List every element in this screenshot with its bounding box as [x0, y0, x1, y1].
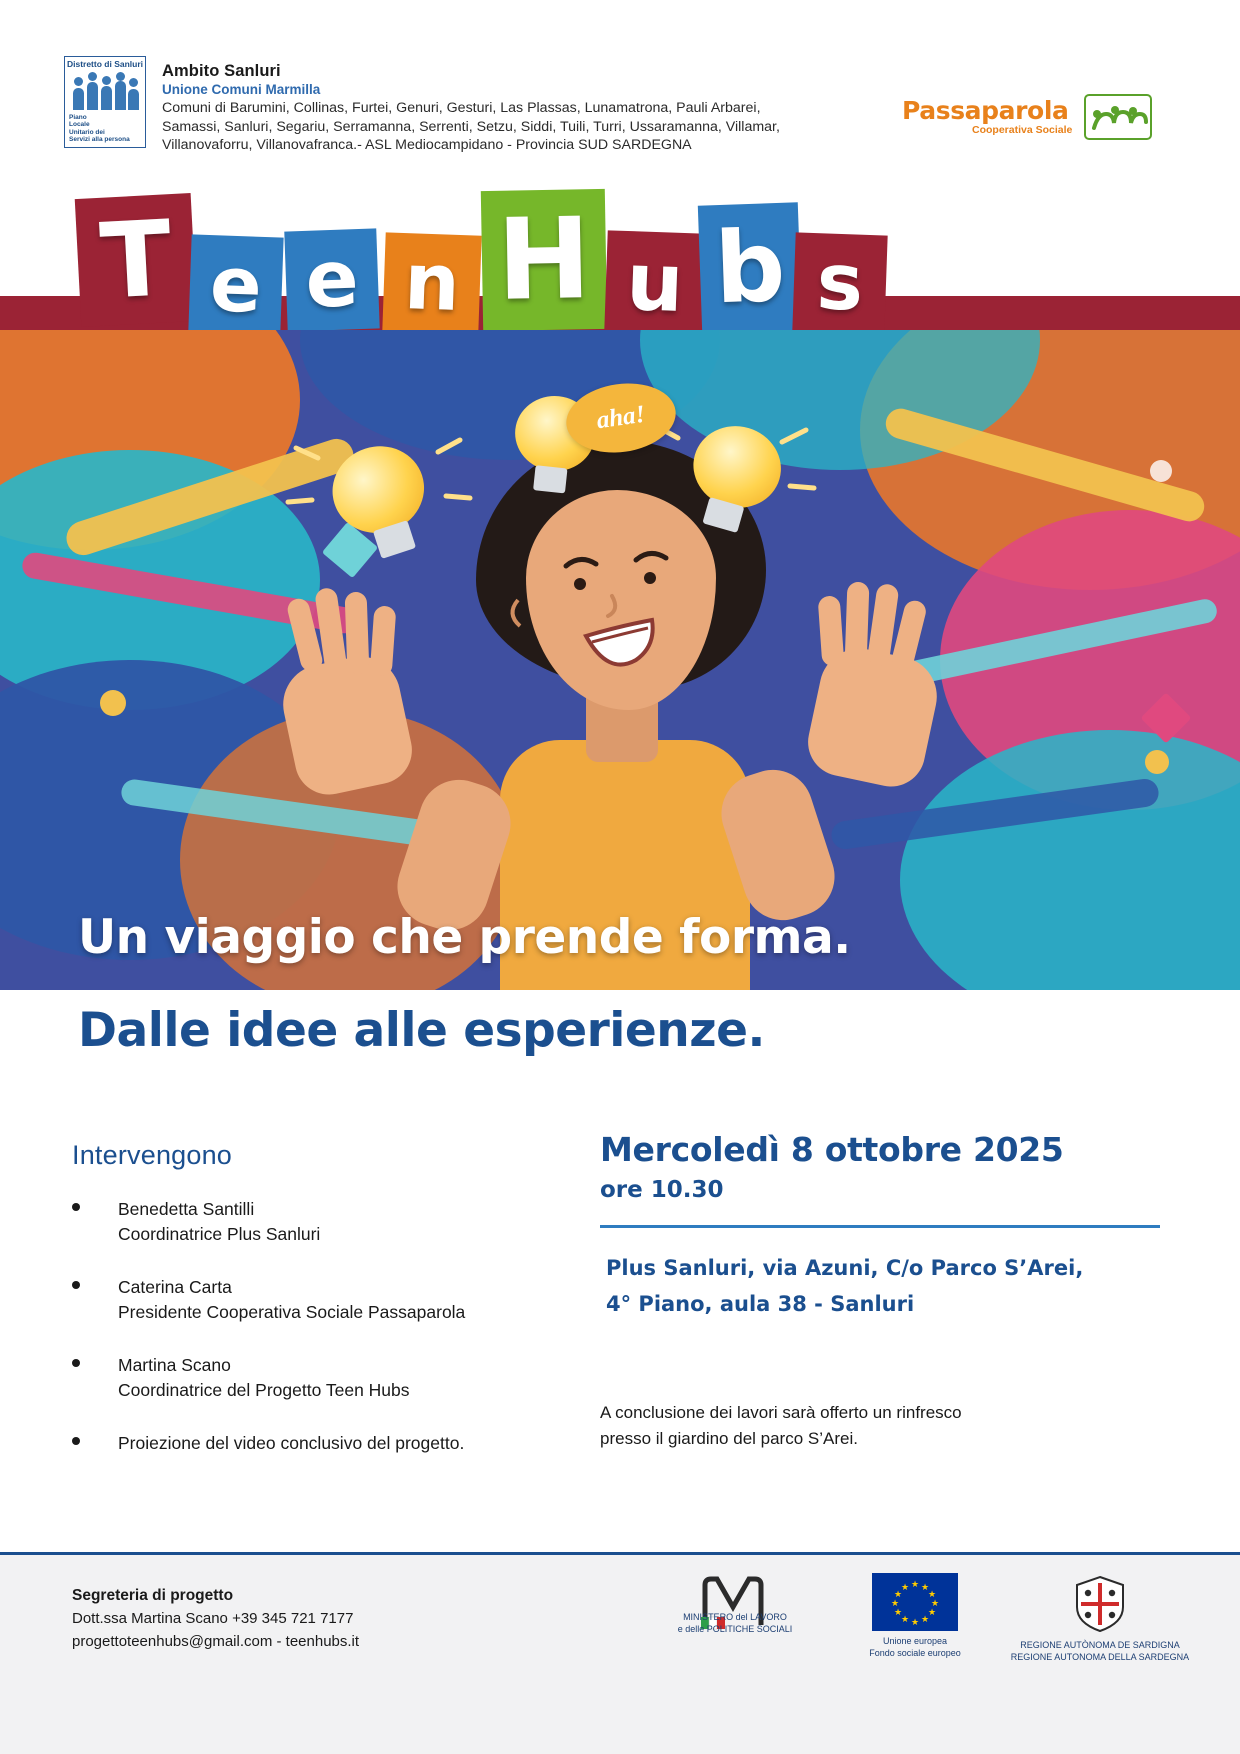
bullet-icon	[72, 1437, 80, 1445]
event-venue-line-2: 4° Piano, aula 38 - Sanluri	[606, 1292, 915, 1316]
divider	[600, 1225, 1160, 1228]
logo-word-1: Piano	[69, 114, 87, 121]
passaparola-subtitle: Cooperativa Sociale	[972, 124, 1073, 136]
poster-footer	[0, 1555, 1240, 1754]
logo-word-3: Unitario dei	[69, 128, 105, 136]
passaparola-mark-icon	[1084, 94, 1152, 140]
title-letter-s: s	[792, 232, 887, 333]
illustration	[0, 330, 1240, 990]
ministry-label	[660, 1611, 810, 1635]
ministry-label-line-1: MINISTERO del LAVORO	[683, 1612, 787, 1622]
speaker-name: Caterina Carta	[118, 1277, 232, 1297]
list-item	[72, 1431, 592, 1456]
event-note-line-2: presso il giardino del parco S’Arei.	[600, 1429, 858, 1448]
event-date: Mercoledì 8 ottobre 2025	[600, 1130, 1064, 1169]
event-details-section	[600, 1130, 1160, 1452]
logo-figures-icon	[71, 72, 139, 110]
eu-label	[830, 1635, 1000, 1659]
speaker-name: Benedetta Santilli	[118, 1199, 255, 1219]
ministry-logo	[660, 1573, 810, 1634]
logo-district-title: Distretto di Sanluri	[66, 59, 144, 69]
speech-bubble-aha: aha!	[562, 377, 680, 460]
secretariat-email: progettoteenhubs@gmail.com - teenhubs.it	[72, 1633, 360, 1650]
title-letter-n: n	[382, 232, 481, 333]
logo-word-2: Locale	[69, 121, 90, 129]
organizer-name: Ambito Sanluri	[162, 62, 281, 80]
title-letter-e1: e	[188, 234, 283, 333]
eu-label-line-2: Fondo sociale europeo	[869, 1648, 961, 1658]
sardinia-label	[1000, 1639, 1200, 1663]
sardinia-label-line-1: REGIONE AUTÒNOMA DE SARDIGNA	[1020, 1640, 1180, 1650]
speaker-role: Coordinatrice del Progetto Teen Hubs	[118, 1380, 410, 1400]
bullet-icon	[72, 1359, 80, 1367]
event-time: ore 10.30	[600, 1177, 724, 1203]
list-item	[72, 1197, 592, 1247]
list-item	[72, 1275, 592, 1325]
event-venue	[600, 1250, 1160, 1322]
passaparola-name: Passaparola	[902, 96, 1069, 125]
speaker-role: Coordinatrice Plus Sanluri	[118, 1224, 321, 1244]
title-letter-b: b	[698, 202, 802, 333]
poster-header	[0, 48, 1240, 168]
passaparola-logo	[902, 94, 1152, 146]
speakers-heading: Intervengono	[72, 1140, 233, 1170]
organizer-block	[162, 62, 802, 155]
speakers-section	[72, 1140, 592, 1484]
eu-flag-icon: ★ ★ ★ ★ ★ ★ ★ ★ ★ ★ ★ ★	[872, 1573, 958, 1631]
event-note-line-1: A conclusione dei lavori sarà offerto un rinfresco	[600, 1403, 962, 1422]
title-letter-T: T	[75, 193, 198, 327]
title-letter-u: u	[604, 230, 705, 333]
headline-primary: Un viaggio che prende forma.	[78, 910, 851, 965]
headline-secondary: Dalle idee alle esperienze.	[78, 1003, 765, 1058]
sardinia-region-logo	[1000, 1573, 1200, 1662]
speaker-name: Martina Scano	[118, 1355, 231, 1375]
sardinia-label-line-2: REGIONE AUTONOMA DELLA SARDEGNA	[1010, 1652, 1190, 1662]
logo-word-4: Servizi alla persona	[69, 136, 130, 144]
list-item	[72, 1353, 592, 1403]
organizer-municipalities: Comuni di Barumini, Collinas, Furtei, Genuri, Gesturi, Las Plassas, Lunamatrona, Pauli Arbarei, Samassi, Sanluri, Segariu, Serramanna, Serrenti, Setzu, Siddi, Tuili, Turri, Ussaramanna, Villamar, Villanovaforru, Villanovafranca.- ASL Mediocampidano - Provincia SUD SARDEGNA	[162, 100, 780, 154]
bullet-icon	[72, 1203, 80, 1211]
ministry-label-line-2: e delle POLITICHE SOCIALI	[677, 1624, 793, 1634]
title-letter-e2: e	[284, 228, 379, 331]
secretariat-contact: Dott.ssa Martina Scano +39 345 721 7177	[72, 1610, 354, 1627]
secretariat-title: Segreteria di progetto	[72, 1587, 234, 1604]
sardinia-crest-icon	[1069, 1573, 1131, 1635]
organizer-union: Unione Comuni Marmilla	[162, 82, 321, 97]
teenhubs-title-band	[0, 186, 1240, 336]
agenda-extra-item: Proiezione del video conclusivo del progetto.	[118, 1433, 465, 1453]
speaker-role: Presidente Cooperativa Sociale Passaparola	[118, 1302, 466, 1322]
plus-district-logo	[64, 56, 146, 148]
logo-plus-words	[69, 114, 130, 144]
eu-logo	[830, 1573, 1000, 1658]
eu-label-line-1: Unione europea	[882, 1636, 948, 1646]
event-venue-line-1: Plus Sanluri, via Azuni, C/o Parco S’Arei,	[606, 1256, 1084, 1280]
event-note	[600, 1400, 1160, 1452]
title-letter-H: H	[481, 189, 607, 331]
bullet-icon	[72, 1281, 80, 1289]
